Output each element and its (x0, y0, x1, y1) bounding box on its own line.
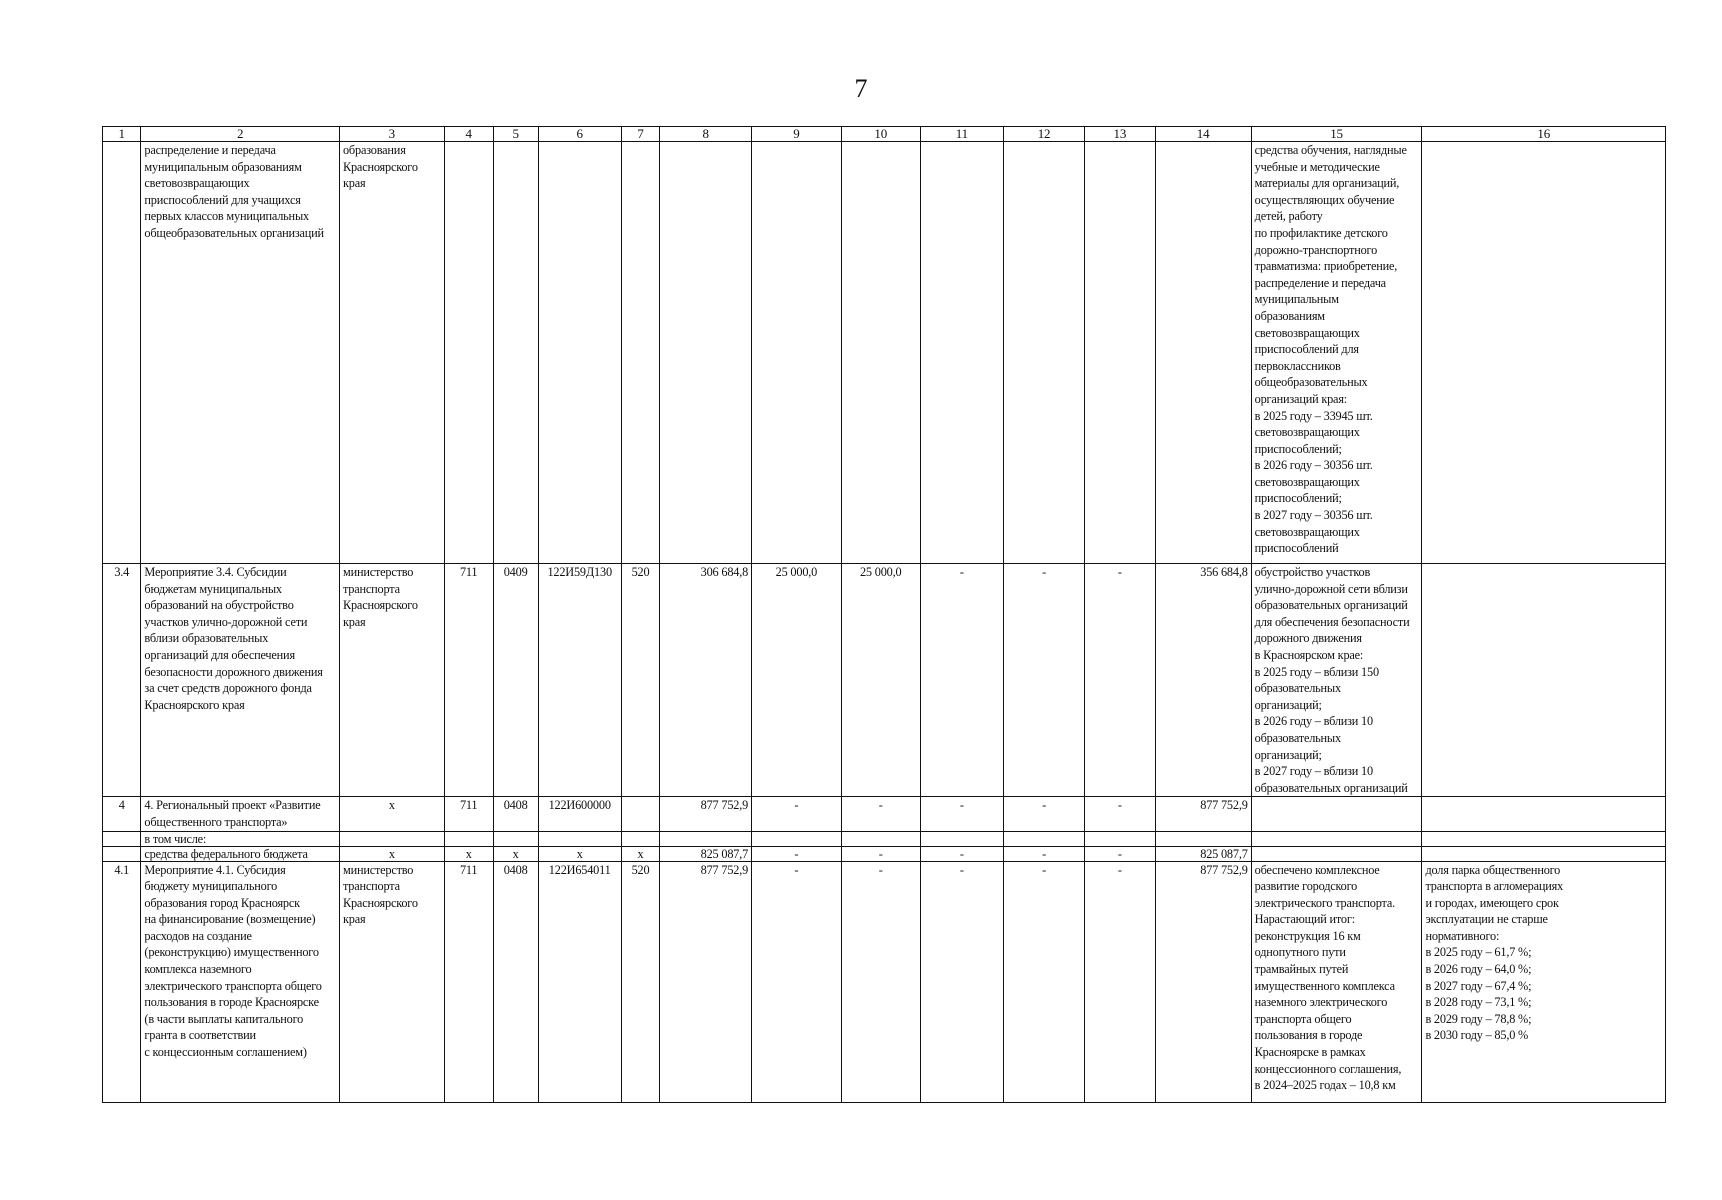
cell-number: 3.4 (103, 564, 141, 797)
cell-activity-name: средства федерального бюджета (141, 846, 340, 861)
cell-activity-name: распределение и передача муниципальным образованиям световозвращающих приспособлений для учащихся первых классов муниципальных общеобразовательных организаций (141, 142, 340, 564)
column-header-8: 8 (660, 127, 752, 142)
column-number-row (103, 127, 1666, 142)
column-header-16: 16 (1422, 127, 1666, 142)
cell-activity-name: в том числе: (141, 831, 340, 846)
cell-col14 (1155, 142, 1251, 564)
cell-result: обеспечено комплексное развитие городского электрического транспорта. Нарастающий итог: реконструкция 16 км однопутного пути трамвайных путей имущественного комплекса наземного электрического транспорта общего пользования в городе Красноярске в рамках концессионного соглашения, в 2024–2025 годах – 10,8 км (1251, 861, 1422, 1102)
cell-col7: 520 (621, 564, 659, 797)
cell-col14: 356 684,8 (1155, 564, 1251, 797)
cell-col6 (538, 831, 621, 846)
cell-col5: 0409 (493, 564, 538, 797)
cell-col8: 825 087,7 (660, 846, 752, 861)
table-row-4-1 (103, 861, 1666, 1102)
cell-col12 (1003, 831, 1084, 846)
cell-col10: - (841, 846, 920, 861)
cell-col6 (538, 142, 621, 564)
cell-indicator (1422, 142, 1666, 564)
column-header-3: 3 (339, 127, 444, 142)
cell-col9 (752, 142, 842, 564)
cell-activity-name: Мероприятие 3.4. Субсидии бюджетам муниципальных образований на обустройство участков улично-дорожной сети вблизи образовательных организаций для обеспечения безопасности дорожного движения за счет средств дорожного фонда Красноярского края (141, 564, 340, 797)
cell-col9: - (752, 861, 842, 1102)
column-header-4: 4 (444, 127, 493, 142)
cell-col7: х (621, 846, 659, 861)
cell-col11: - (920, 797, 1003, 831)
column-header-12: 12 (1003, 127, 1084, 142)
cell-col7: 520 (621, 861, 659, 1102)
cell-col12: - (1003, 797, 1084, 831)
cell-col6: 122И600000 (538, 797, 621, 831)
cell-result (1251, 797, 1422, 831)
cell-col9: - (752, 797, 842, 831)
cell-col11: - (920, 564, 1003, 797)
page-number: 7 (854, 74, 868, 103)
cell-col13: - (1085, 564, 1155, 797)
cell-col5: 0408 (493, 797, 538, 831)
cell-col9 (752, 831, 842, 846)
cell-col10 (841, 142, 920, 564)
cell-number (103, 831, 141, 846)
cell-indicator (1422, 831, 1666, 846)
cell-col4 (444, 142, 493, 564)
column-header-6: 6 (538, 127, 621, 142)
cell-col11 (920, 831, 1003, 846)
cell-col5: 0408 (493, 861, 538, 1102)
cell-col9: - (752, 846, 842, 861)
cell-col9: 25 000,0 (752, 564, 842, 797)
cell-indicator (1422, 797, 1666, 831)
cell-responsible: министерство транспорта Красноярского края (339, 564, 444, 797)
cell-col4: х (444, 846, 493, 861)
table-row-3-4 (103, 564, 1666, 797)
cell-col10: - (841, 861, 920, 1102)
cell-col4: 711 (444, 861, 493, 1102)
cell-col6: х (538, 846, 621, 861)
cell-col12: - (1003, 846, 1084, 861)
cell-col10: 25 000,0 (841, 564, 920, 797)
cell-col5 (493, 831, 538, 846)
column-header-7: 7 (621, 127, 659, 142)
cell-number: 4 (103, 797, 141, 831)
cell-col14: 825 087,7 (1155, 846, 1251, 861)
cell-col11 (920, 142, 1003, 564)
cell-indicator (1422, 846, 1666, 861)
cell-result (1251, 846, 1422, 861)
cell-col11: - (920, 861, 1003, 1102)
cell-activity-name: 4. Региональный проект «Развитие общественного транспорта» (141, 797, 340, 831)
cell-col13: - (1085, 797, 1155, 831)
cell-result: обустройство участков улично-дорожной сети вблизи образовательных организаций для обеспечения безопасности дорожного движения в Красноярском крае: в 2025 году – вблизи 150 образовательных организаций; в 2026 году – вблизи 10 образовательных организаций; в 2027 году – вблизи 10 образовательных организаций (1251, 564, 1422, 797)
cell-responsible: х (339, 797, 444, 831)
cell-col8: 306 684,8 (660, 564, 752, 797)
cell-col4: 711 (444, 564, 493, 797)
column-header-2: 2 (141, 127, 340, 142)
column-header-14: 14 (1155, 127, 1251, 142)
cell-col7 (621, 797, 659, 831)
cell-col12: - (1003, 861, 1084, 1102)
column-header-15: 15 (1251, 127, 1422, 142)
column-header-10: 10 (841, 127, 920, 142)
cell-col7 (621, 142, 659, 564)
cell-activity-name: Мероприятие 4.1. Субсидия бюджету муниципального образования город Красноярск на финансирование (возмещение) расходов на создание (реконструкцию) имущественного комплекса наземного электрического транспорта общего пользования в городе Красноярске (в части выплаты капитального гранта в соответствии с концессионным соглашением) (141, 861, 340, 1102)
cell-col6: 122И654011 (538, 861, 621, 1102)
cell-responsible: х (339, 846, 444, 861)
cell-col5: х (493, 846, 538, 861)
cell-col11: - (920, 846, 1003, 861)
cell-number: 4.1 (103, 861, 141, 1102)
cell-col12: - (1003, 564, 1084, 797)
table-row-continuation (103, 142, 1666, 564)
cell-number (103, 142, 141, 564)
cell-indicator: доля парка общественного транспорта в агломерациях и городах, имеющего срок эксплуатации не старше нормативного: в 2025 году – 61,7 %; в 2026 году – 64,0 %; в 2027 году – 67,4 %; в 2028 году – 73,1 %; в 2029 году – 78,8 %; в 2030 году – 85,0 % (1422, 861, 1666, 1102)
cell-col13 (1085, 831, 1155, 846)
cell-col14: 877 752,9 (1155, 861, 1251, 1102)
cell-number (103, 846, 141, 861)
column-header-1: 1 (103, 127, 141, 142)
column-header-13: 13 (1085, 127, 1155, 142)
cell-col4: 711 (444, 797, 493, 831)
cell-col14: 877 752,9 (1155, 797, 1251, 831)
cell-responsible (339, 831, 444, 846)
table-row-federal-budget (103, 846, 1666, 861)
cell-col8 (660, 831, 752, 846)
cell-col13 (1085, 142, 1155, 564)
table-row-4 (103, 797, 1666, 831)
column-header-11: 11 (920, 127, 1003, 142)
column-header-9: 9 (752, 127, 842, 142)
cell-col6: 122И59Д130 (538, 564, 621, 797)
cell-col12 (1003, 142, 1084, 564)
cell-col10: - (841, 797, 920, 831)
cell-indicator (1422, 564, 1666, 797)
cell-col7 (621, 831, 659, 846)
cell-col5 (493, 142, 538, 564)
cell-col10 (841, 831, 920, 846)
cell-col8: 877 752,9 (660, 861, 752, 1102)
cell-responsible: образования Красноярского края (339, 142, 444, 564)
cell-result (1251, 831, 1422, 846)
cell-col4 (444, 831, 493, 846)
cell-col13: - (1085, 846, 1155, 861)
cell-col8: 877 752,9 (660, 797, 752, 831)
cell-responsible: министерство транспорта Красноярского края (339, 861, 444, 1102)
cell-col14 (1155, 831, 1251, 846)
program-table (102, 126, 1666, 1103)
column-header-5: 5 (493, 127, 538, 142)
cell-col13: - (1085, 861, 1155, 1102)
cell-col8 (660, 142, 752, 564)
table-row-including (103, 831, 1666, 846)
cell-result: средства обучения, наглядные учебные и методические материалы для организаций, осуществляющих обучение детей, работу по профилактике детского дорожно-транспортного травматизма: приобретение, распределение и передача муниципальным образованиям световозвращающих приспособлений для первоклассников общеобразовательных организаций края: в 2025 году – 33945 шт. световозвращающих приспособлений; в 2026 году – 30356 шт. световозвращающих приспособлений; в 2027 году – 30356 шт. световозвращающих приспособлений (1251, 142, 1422, 564)
